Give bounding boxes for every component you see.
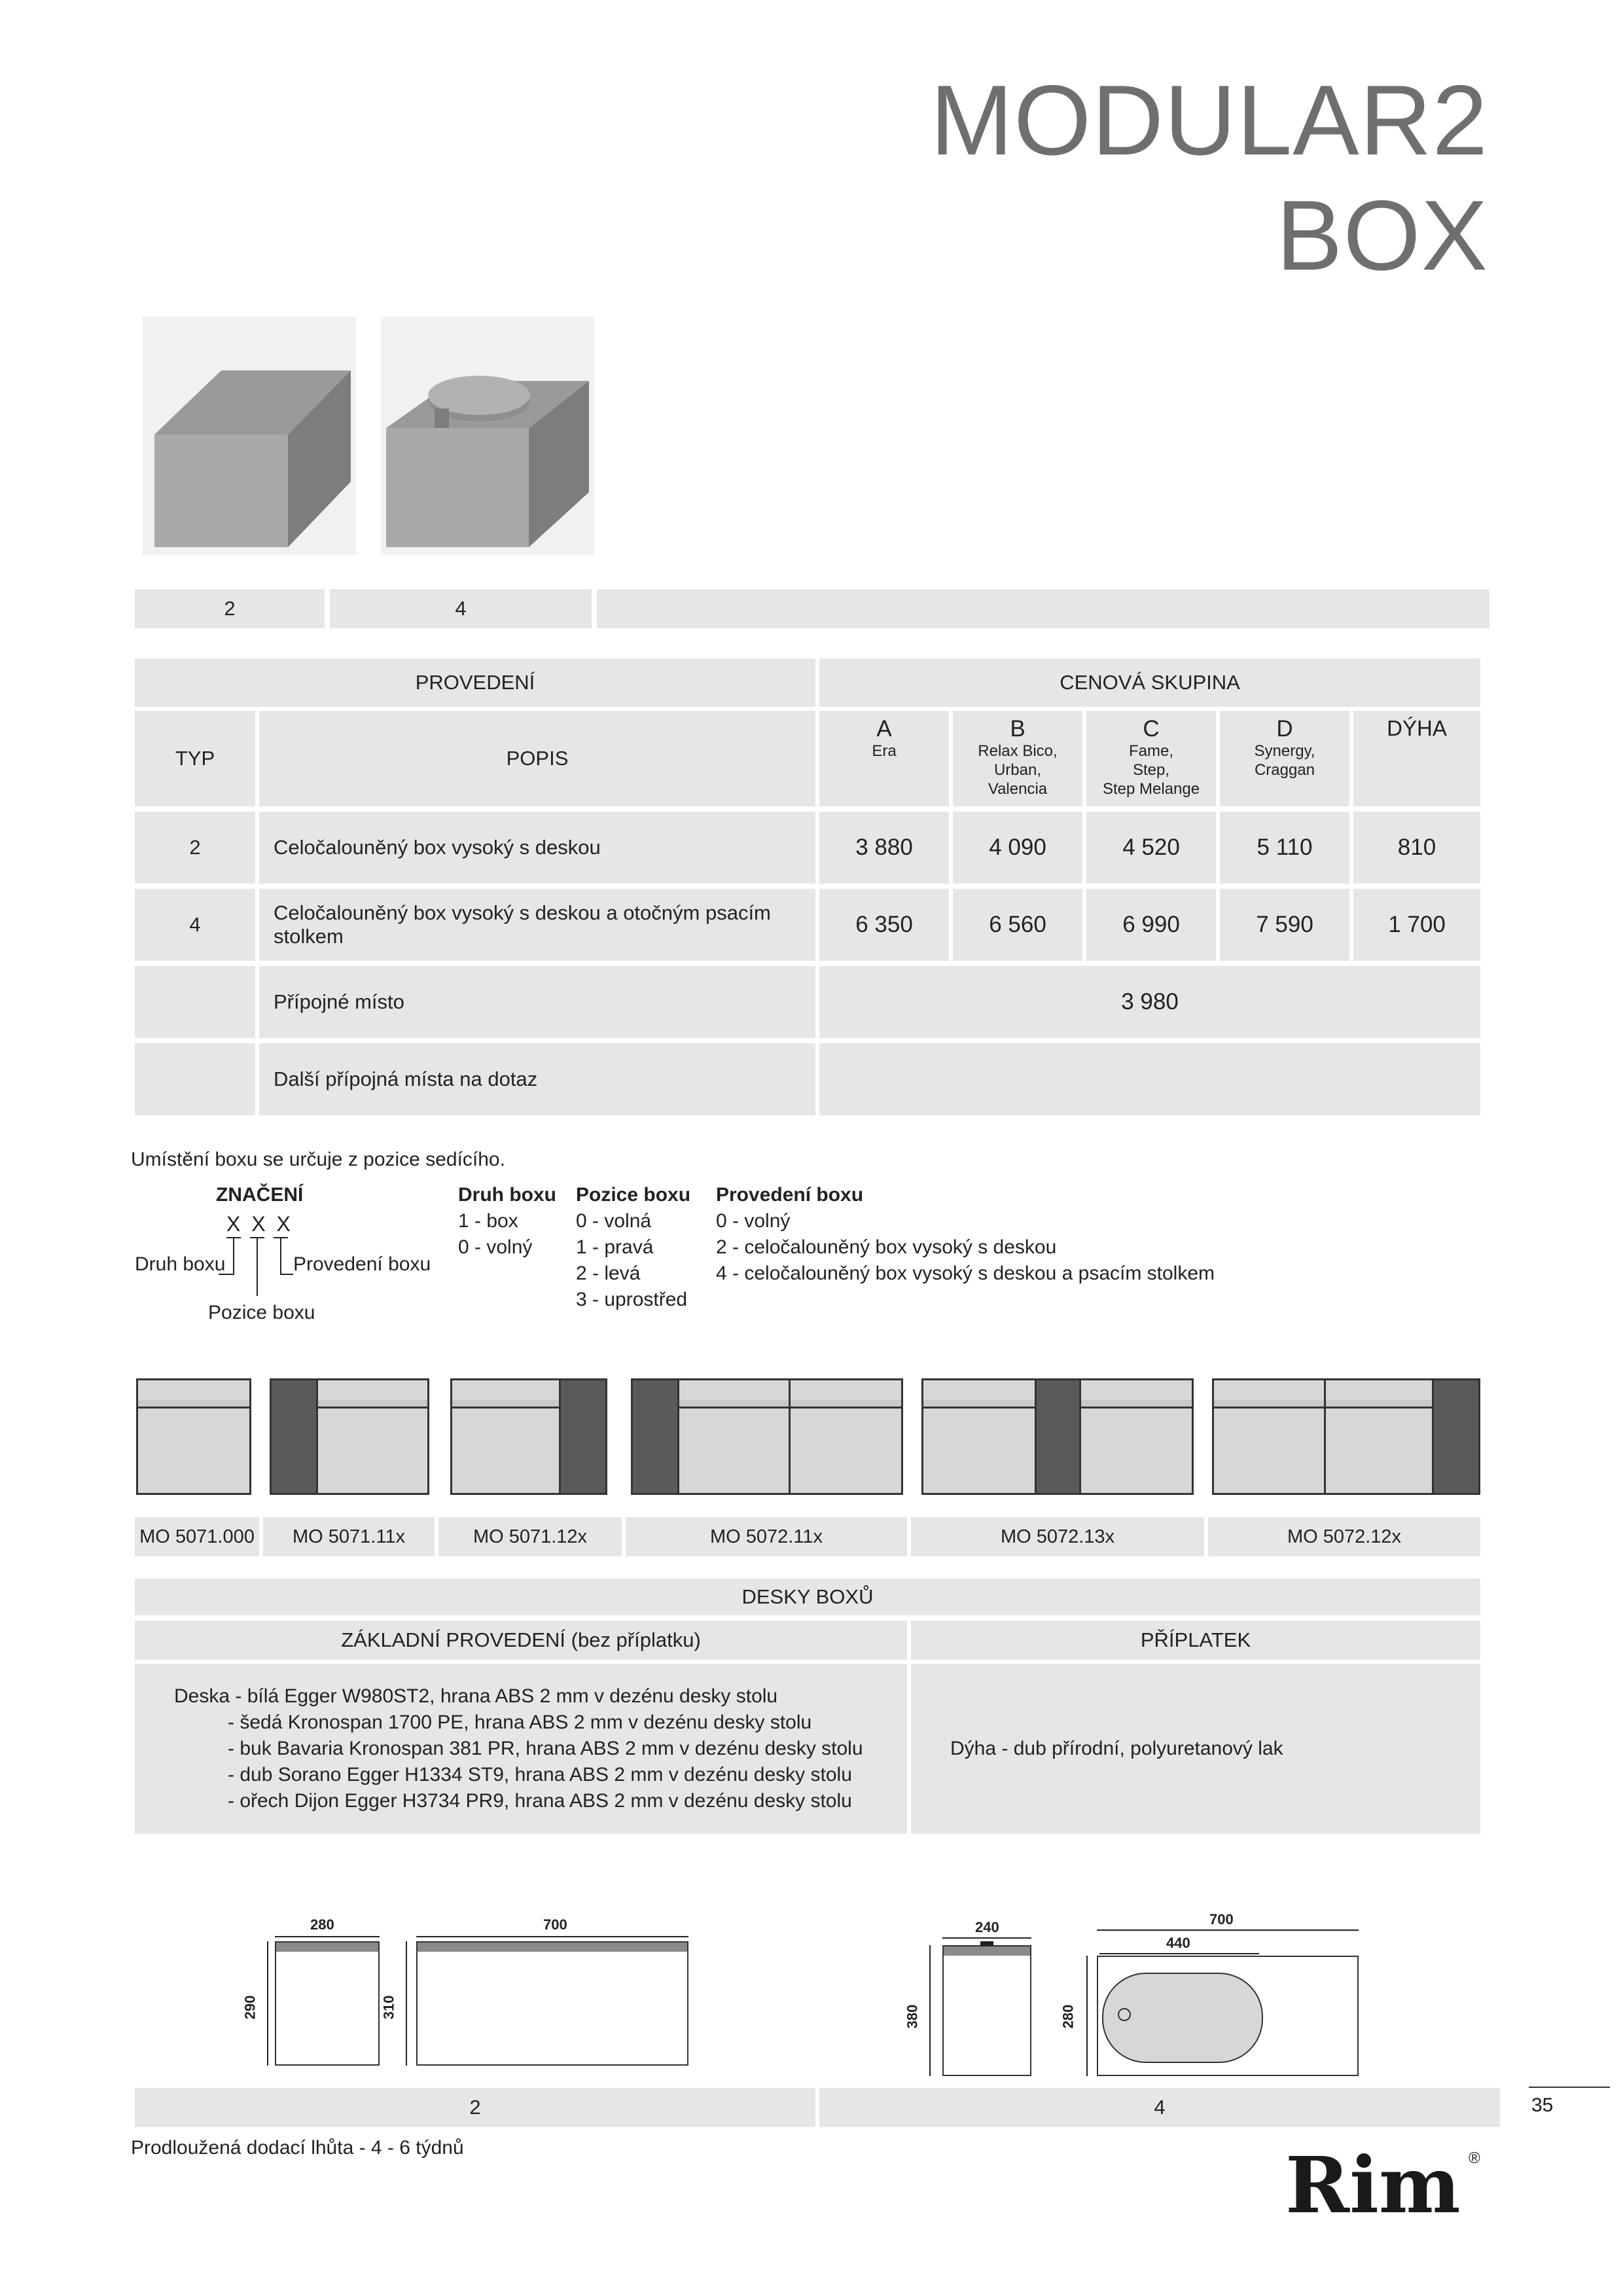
dim4-w1: 240: [975, 1919, 999, 1935]
price-group-fabrics: Fame, Step, Step Melange: [1102, 742, 1200, 798]
photo-label-empty: [597, 589, 1489, 628]
page-number: 35: [1531, 2094, 1554, 2116]
desky-priplatek-cell: [911, 1664, 1480, 1834]
header-cenova-skupina: CENOVÁ SKUPINA: [819, 658, 1480, 707]
proved-item: 0 - volný: [716, 1210, 791, 1232]
price-group-letter: B: [1010, 716, 1026, 742]
config-diagram-2: [270, 1378, 429, 1495]
label-pozice: Pozice boxu: [208, 1302, 315, 1323]
dim4-w3: 440: [1166, 1935, 1190, 1951]
pripojne-typ: [135, 966, 255, 1038]
registered-icon: ®: [1469, 2149, 1480, 2167]
row2-popis: Celočalouněný box vysoký s deskou: [259, 812, 815, 884]
dalsi-typ: [135, 1043, 255, 1115]
product-photo-2: [143, 317, 356, 555]
pozice-item: 0 - volná: [576, 1210, 652, 1232]
config-diagram-1: [136, 1378, 251, 1495]
price-group-d: [1220, 711, 1349, 806]
dim2-w2: 700: [543, 1916, 567, 1933]
row4-typ: 4: [135, 889, 255, 961]
dim-line: [406, 1941, 407, 2066]
desky-line: - dub Sorano Egger H1334 ST9, hrana ABS 2 mm v dezénu desky stolu: [228, 1764, 852, 1785]
row4-price-dyha: 1 700: [1353, 889, 1480, 961]
desky-zakladni-cell: [135, 1664, 907, 1834]
photo-label-2: 2: [135, 589, 325, 628]
dim2-h1: 290: [241, 1995, 259, 2020]
price-group-letter: C: [1143, 716, 1160, 742]
proved-item: 4 - celočalouněný box vysoký s deskou a psacím stolkem: [716, 1263, 1215, 1284]
code-line-3: [280, 1238, 281, 1274]
row2-price-d: 5 110: [1220, 812, 1349, 884]
dim-line: [1099, 1953, 1259, 1954]
price-group-fabrics: Era: [872, 742, 897, 760]
drawing4-stem: [980, 1941, 993, 1946]
drawing4-side: [942, 1945, 1031, 2076]
title-line1: MODULAR2: [930, 65, 1488, 176]
product-photo-4: [381, 317, 594, 555]
pozice-title: Pozice boxu: [576, 1184, 691, 1206]
price-group-letter: DÝHA: [1387, 716, 1447, 740]
row4-price-c: 6 990: [1086, 889, 1216, 961]
druh-item: 1 - box: [458, 1210, 518, 1232]
dim-line: [942, 1937, 1031, 1939]
desky-col-priplatek: PŘÍPLATEK: [911, 1621, 1480, 1660]
druh-item: 0 - volný: [458, 1236, 533, 1258]
title-line2: BOX: [1276, 180, 1488, 291]
photo-label-4: 4: [330, 589, 592, 628]
drawing-label-4: 4: [819, 2088, 1500, 2127]
price-group-letter: A: [876, 716, 892, 742]
dim-line: [1086, 1956, 1088, 2076]
dim4-w2: 700: [1209, 1911, 1234, 1928]
col-popis: POPIS: [259, 711, 815, 806]
pripojne-popis: Přípojné místo: [259, 966, 815, 1038]
row2-price-b: 4 090: [953, 812, 1082, 884]
code-2: MO 5071.11x: [263, 1517, 435, 1556]
row4-price-a: 6 350: [819, 889, 949, 961]
desky-header: DESKY BOXŮ: [135, 1579, 1480, 1615]
price-group-c: [1086, 711, 1216, 806]
proved-title: Provedení boxu: [716, 1184, 864, 1206]
pozice-item: 2 - levá: [576, 1263, 641, 1284]
druh-title: Druh boxu: [458, 1184, 556, 1206]
pozice-item: 1 - pravá: [576, 1236, 654, 1258]
label-provedeni: Provedení boxu: [293, 1253, 431, 1275]
dim-line: [929, 1945, 931, 2076]
dim-line: [275, 1936, 380, 1937]
row4-popis: Celočalouněný box vysoký s deskou a otočným psacím stolkem: [259, 889, 815, 961]
label-druh: Druh boxu: [135, 1253, 226, 1275]
dim-line: [416, 1936, 688, 1937]
desky-priplatek: Dýha - dub přírodní, polyuretanový lak: [950, 1738, 1283, 1759]
code-line-3h: [280, 1274, 293, 1275]
dalsi-price: [819, 1043, 1480, 1115]
desky-line: - šedá Kronospan 1700 PE, hrana ABS 2 mm v dezénu desky stolu: [228, 1712, 812, 1733]
page-number-rule: [1529, 2087, 1610, 2088]
dalsi-popis: Další přípojná místa na dotaz: [259, 1043, 815, 1115]
rim-logo: Rim: [1285, 2140, 1461, 2231]
config-diagram-5: [921, 1378, 1194, 1495]
znaceni-code: X X X: [226, 1212, 293, 1236]
desky-line: - ořech Dijon Egger H3734 PR9, hrana ABS 2 mm v dezénu desky stolu: [228, 1790, 852, 1812]
drawing2-side: [275, 1941, 380, 2066]
price-group-b: [953, 711, 1082, 806]
row2-typ: 2: [135, 812, 255, 884]
pripojne-price: 3 980: [819, 966, 1480, 1038]
desky-col-zakladni: ZÁKLADNÍ PROVEDENÍ (bez příplatku): [135, 1621, 907, 1660]
code-line-1: [233, 1238, 234, 1274]
code-1: MO 5071.000: [135, 1517, 259, 1556]
price-group-dyha: [1353, 711, 1480, 806]
dim2-w1: 280: [310, 1916, 334, 1933]
dim-line: [1097, 1929, 1359, 1931]
drawing4-top: [1097, 1956, 1359, 2076]
znaceni-title: ZNAČENÍ: [216, 1184, 304, 1206]
desky-line: - buk Bavaria Kronospan 381 PR, hrana ABS 2 mm v dezénu desky stolu: [228, 1738, 863, 1759]
price-group-a: [819, 711, 949, 806]
pozice-item: 3 - uprostřed: [576, 1289, 688, 1310]
code-line-2: [257, 1238, 258, 1296]
row4-price-b: 6 560: [953, 889, 1082, 961]
code-4: MO 5072.11x: [626, 1517, 907, 1556]
drawing-label-2: 2: [135, 2088, 815, 2127]
dim4-h2: 280: [1060, 2004, 1077, 2029]
dim2-h2: 310: [380, 1995, 397, 2020]
position-note: Umístění boxu se určuje z pozice sedícího.: [131, 1149, 505, 1170]
desky-line: Deska - bílá Egger W980ST2, hrana ABS 2 mm v dezénu desky stolu: [174, 1685, 778, 1707]
price-group-fabrics: Synergy, Craggan: [1254, 742, 1315, 779]
col-typ: TYP: [135, 711, 255, 806]
proved-item: 2 - celočalouněný box vysoký s deskou: [716, 1236, 1057, 1258]
config-diagram-6: [1212, 1378, 1480, 1495]
dim4-h1: 380: [904, 2004, 921, 2029]
header-provedeni: PROVEDENÍ: [135, 658, 815, 707]
code-5: MO 5072.13x: [911, 1517, 1204, 1556]
dim-line: [267, 1941, 268, 2066]
config-diagram-3: [450, 1378, 607, 1495]
price-group-fabrics: Relax Bico, Urban, Valencia: [978, 742, 1058, 798]
drawing2-front: [416, 1941, 688, 2066]
row2-price-c: 4 520: [1086, 812, 1216, 884]
row2-price-a: 3 880: [819, 812, 949, 884]
code-6: MO 5072.12x: [1208, 1517, 1480, 1556]
row4-price-d: 7 590: [1220, 889, 1349, 961]
row2-price-dyha: 810: [1353, 812, 1480, 884]
config-diagram-4: [631, 1378, 903, 1495]
price-group-letter: D: [1276, 716, 1293, 742]
footer-note: Prodloužená dodací lhůta - 4 - 6 týdnů: [131, 2137, 464, 2159]
code-3: MO 5071.12x: [438, 1517, 622, 1556]
